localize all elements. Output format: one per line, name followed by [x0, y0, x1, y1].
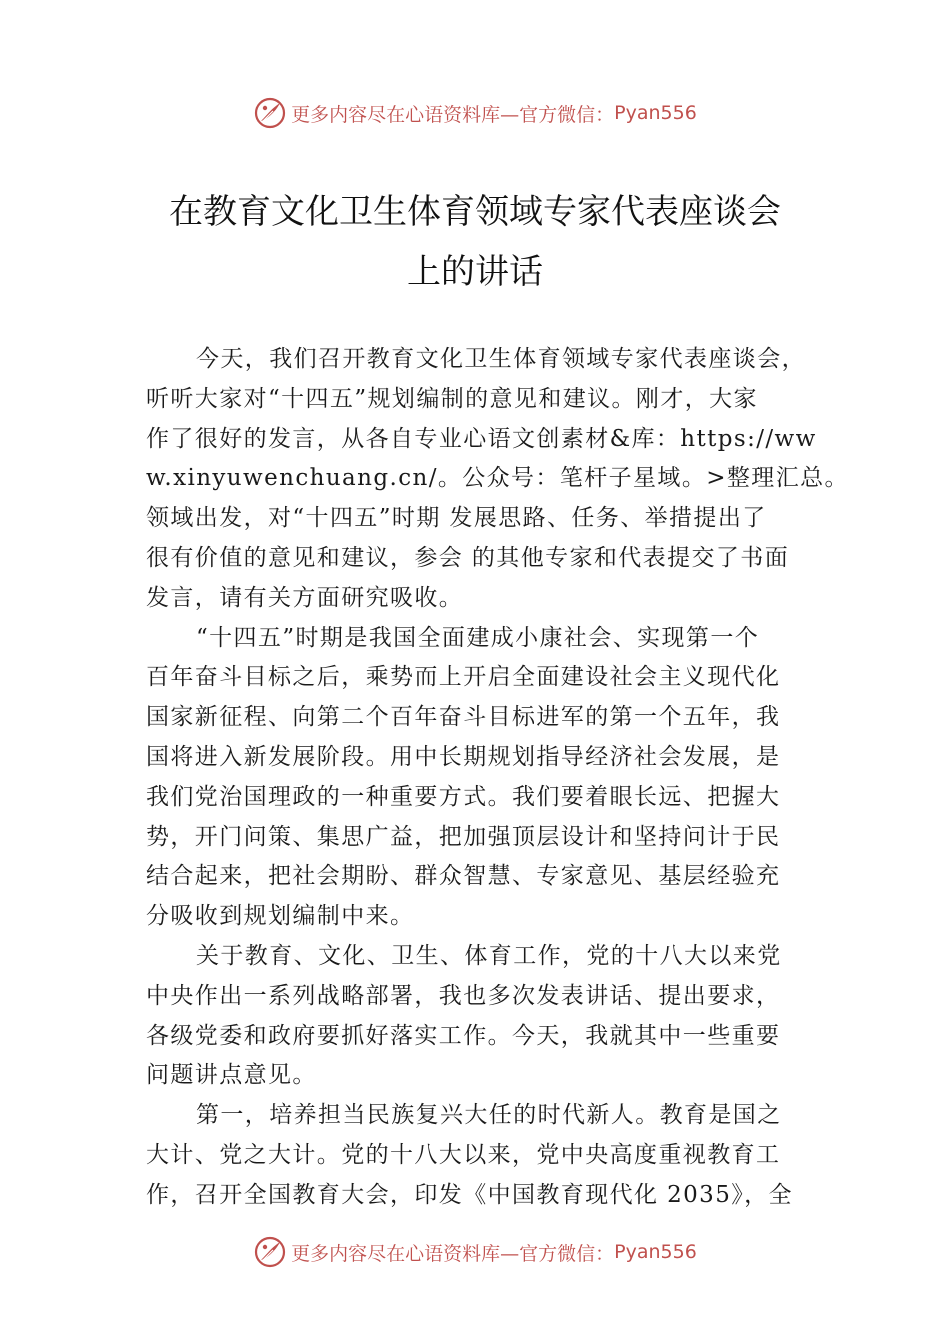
body-line: 听听大家对“十四五”规划编制的意见和建议。刚才，大家 [146, 385, 758, 412]
body-line: 百年奋斗目标之后，乘势而上开启全面建设社会主义现代化 [146, 664, 781, 691]
pen-feather-logo-icon [253, 1235, 287, 1269]
header-watermark-banner [0, 93, 950, 133]
body-line: 中央作出一系列战略部署，我也多次发表讲话、提出要求， [146, 982, 781, 1009]
body-line: 国家新征程、向第二个百年奋斗目标进军的第一个五年，我 [146, 704, 781, 731]
body-line: 领域出发，对“十四五”时期 发展思路、任务、举措提出了 [146, 505, 767, 532]
footer-watermark-banner [0, 1232, 950, 1272]
document-title [0, 182, 950, 302]
body-line: 分吸收到规划编制中来。 [146, 903, 415, 930]
banner-wechat-id: Pyan556 [614, 102, 697, 124]
body-line: 关于教育、文化、卫生、体育工作，党的十八大以来党 [196, 942, 782, 969]
title-line-1: 在教育文化卫生体育领域专家代表座谈会 [169, 192, 781, 232]
body-line: 问题讲点意见。 [146, 1062, 317, 1089]
title-line-2: 上的讲话 [407, 252, 543, 292]
pen-feather-logo-icon [253, 96, 287, 130]
body-line: w.xinyuwenchuang.cn/。公众号：笔杆子星域。>整理汇总。 [146, 465, 849, 492]
body-line: 第一，培养担当民族复兴大任的时代新人。教育是国之 [196, 1102, 782, 1129]
body-line: 大计、党之大计。党的十八大以来，党中央高度重视教育工 [146, 1141, 781, 1168]
body-line: 各级党委和政府要抓好落实工作。今天，我就其中一些重要 [146, 1022, 781, 1049]
body-line: 势，开门问策、集思广益，把加强顶层设计和坚持问计于民 [146, 823, 781, 850]
body-line: 很有价值的意见和建议，参会 的其他专家和代表提交了书面 [146, 544, 790, 571]
banner-wechat-id: Pyan556 [614, 1241, 697, 1263]
body-line: 今天，我们召开教育文化卫生体育领域专家代表座谈会， [196, 346, 806, 372]
body-line: 作，召开全国教育大会，印发《中国教育现代化 2035》，全 [146, 1181, 793, 1208]
body-line: “十四五”时期是我国全面建成小康社会、实现第一个 [196, 624, 760, 651]
body-line: 发言，请有关方面研究吸收。 [146, 584, 464, 611]
banner-text: 更多内容尽在心语资料库—官方微信： [291, 1242, 615, 1265]
banner-text: 更多内容尽在心语资料库—官方微信： [291, 103, 615, 126]
body-line: 结合起来，把社会期盼、群众智慧、专家意见、基层经验充 [146, 863, 781, 890]
document-body [146, 340, 849, 1216]
body-line: 国将进入新发展阶段。用中长期规划指导经济社会发展，是 [146, 743, 781, 770]
body-line: 我们党治国理政的一种重要方式。我们要着眼长远、把握大 [146, 783, 781, 810]
body-line: 作了很好的发言，从各自专业心语文创素材&库：https://ww [146, 425, 817, 452]
